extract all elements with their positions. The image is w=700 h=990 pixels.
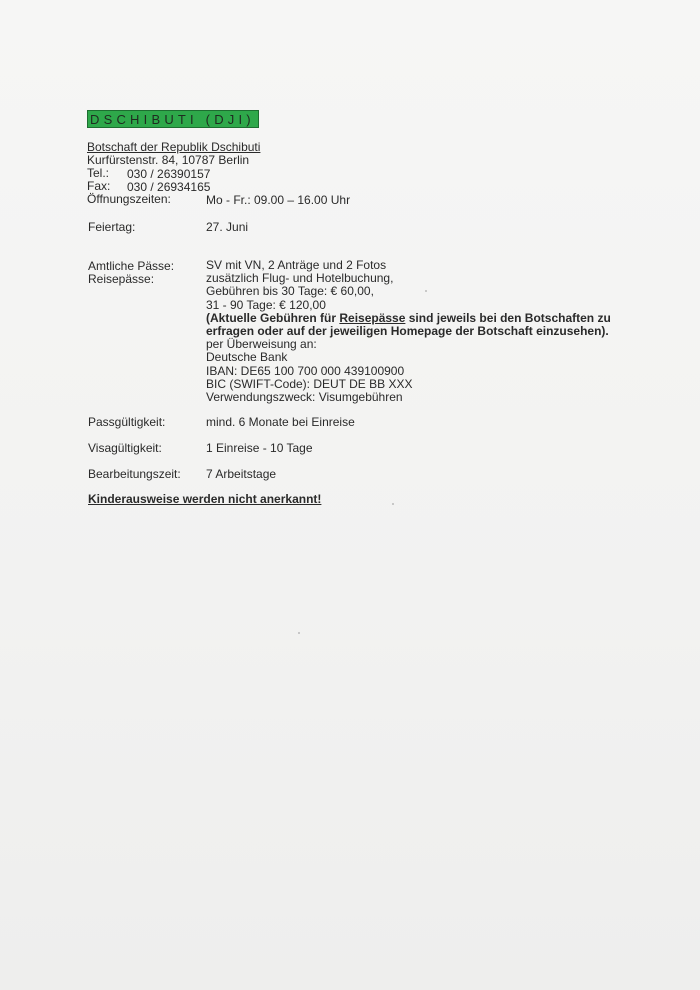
payment-line: Deutsche Bank [206, 350, 288, 365]
payment-line: BIC (SWIFT-Code): DEUT DE BB XXX [206, 376, 413, 391]
holiday-value: 27. Juni [206, 220, 249, 234]
hours-value: Mo - Fr.: 09.00 – 16.00 Uhr [206, 193, 351, 207]
scan-speck [425, 290, 427, 292]
payment-line: per Überweisung an: [206, 337, 317, 352]
scan-speck [298, 632, 300, 634]
hours-label: Öffnungszeiten: [87, 192, 171, 206]
processing-time-value: 7 Arbeitstage [206, 467, 277, 481]
holiday-label: Feiertag: [88, 220, 136, 234]
reisepaesse-emphasis: Reisepässe [339, 310, 406, 325]
tel-label: Tel.: [87, 166, 110, 180]
processing-time-label: Bearbeitungszeit: [88, 467, 181, 481]
passport-line: 31 - 90 Tage: € 120,00 [206, 297, 326, 312]
passport-line: zusätzlich Flug- und Hotelbuchung, [206, 271, 394, 286]
scan-speck [392, 503, 394, 505]
official-passports-label: Amtliche Pässe: [88, 259, 175, 273]
passport-validity-value: mind. 6 Monate bei Einreise [206, 415, 355, 429]
passport-validity-label: Passgültigkeit: [88, 415, 166, 429]
visa-validity-label: Visagültigkeit: [88, 441, 162, 455]
fee-notice: (Aktuelle Gebühren für Reisepässe sind jeweils bei den Botschaften zu [206, 310, 611, 325]
passport-line: SV mit VN, 2 Anträge und 2 Fotos [206, 258, 387, 272]
travel-passports-label: Reisepässe: [88, 272, 155, 286]
embassy-name: Botschaft der Republik Dschibuti [87, 140, 261, 154]
passport-line: Gebühren bis 30 Tage: € 60,00, [206, 284, 374, 299]
children-id-notice: Kinderausweise werden nicht anerkannt! [88, 492, 322, 506]
payment-line: Verwendungszweck: Visumgebühren [206, 390, 403, 405]
passport-requirements [206, 259, 611, 404]
fee-notice-line2: erfragen oder auf der jeweiligen Homepage der Botschaft einzusehen). [206, 324, 609, 339]
country-heading: DSCHIBUTI (DJI) [87, 110, 259, 128]
embassy-street: Kurfürstenstr. 84, 10787 Berlin [87, 153, 250, 167]
payment-line: IBAN: DE65 100 700 000 439100900 [206, 363, 405, 378]
visa-validity-value: 1 Einreise - 10 Tage [206, 441, 313, 455]
fax-value: 030 / 26934165 [127, 180, 211, 194]
tel-value: 030 / 26390157 [127, 167, 211, 181]
fax-label: Fax: [87, 179, 111, 193]
